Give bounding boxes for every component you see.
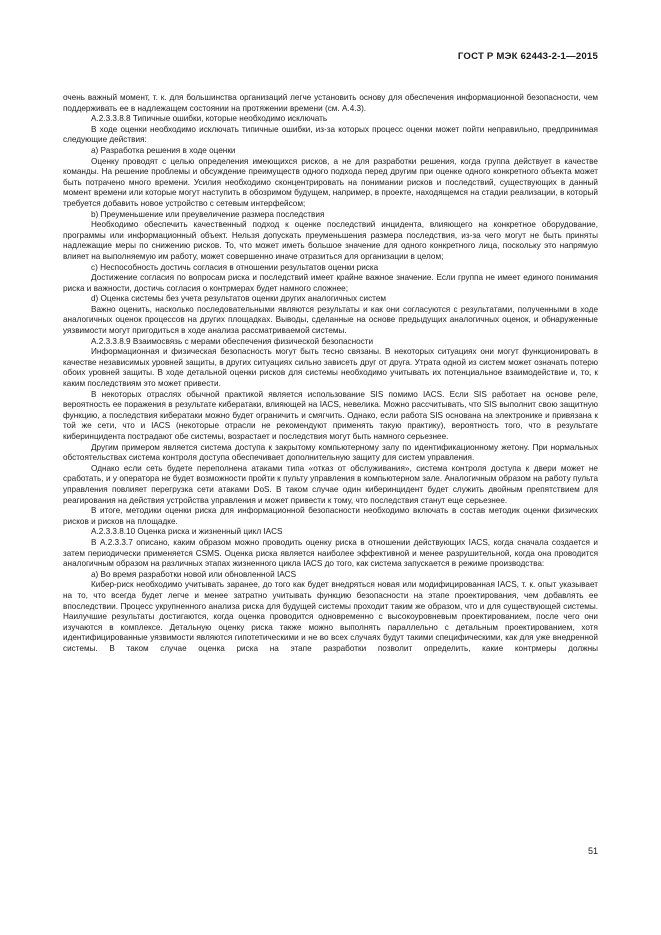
paragraph: очень важный момент, т. к. для большинства организаций легче установить основу для обеспечения информационной безопасности, чем поддерживать ее в надлежащем состоянии на протяжении времени (см. А.4.3). [63,93,598,113]
paragraph: А.2.3.3.8.10 Оценка риска и жизненный цикл IACS [91,527,283,537]
paragraph: Необходимо обеспечить качественный подход к оценке последствий инцидента, влияющего на конкретное оборудование, программы или информационный объект. Нельзя допускать преуменьшения размера последствия, из-за чего могут не быть приняты надлежащие меры по снижению рисков. То, что может иметь большое значение для одного конкретного лица, поскольку это напрямую влияет на выполняемую им работу, может совершенно иначе отразиться для организации в целом; [63,220,598,261]
paragraph: Однако если сеть будете переполнена атаками типа «отказ от обслуживания», система контроля доступа к двери может не сработать, и у оператора не будет возможности пройти к пульту управления в компьютерном зале. Аналогичным образом на работу пульта управления повлияет перегрузка сети атаками DoS. В таком случае один киберинцидент будет служить двойным препятствием для реагирования на действия устройства управления и может привести к тому, что последствия станут еще серьезнее. [63,463,598,505]
paragraph: В итоге, методики оценки риска для информационной безопасности необходимо включать в состав методик оценки физических рисков и рисков на площадке. [63,506,598,526]
paragraph: Информационная и физическая безопасность могут быть тесно связаны. В некоторых ситуациях они могут функционировать в качестве независимых уровней защиты, в других ситуациях сильно зависеть друг от друга. Утрата одной из систем может означать потерю обоих уровней защиты. В ходе детальной оценки рисков для системы необходимо учитывать их потенциальное взаимодействие и, то, к каким последствиям это может привести. [63,347,598,389]
document-body [63,93,598,654]
page-number: 51 [587,846,598,856]
paragraph: а) Разработка решения в ходе оценки [91,145,236,155]
paragraph: В ходе оценки необходимо исключать типичные ошибки, из-за которых процесс оценки может пойти неправильно, предпринимая следующие действия: [63,124,598,145]
paragraph: с) Неспособность достичь согласия в отношении результатов оценки риска [91,262,379,272]
paragraph: Достижение согласия по вопросам риска и последствий имеет крайне важное значение. Если группа не имеет единого понимания риска и важности, достичь согласия о контрмерах будет намного сложнее; [63,273,598,293]
paragraph: В некоторых отраслях обычной практикой является использование SIS помимо IACS. Если SIS работает на основе реле, вероятность ее поражения в результате кибератаки, влияющей на IACS, невелика. Можно рассчитывать, что SIS выполнит свою защитную функцию, а последствия кибератаки можно будет ограничить и смягчить. Однако, если работа SIS основана на электронике и привязана к той же сети, что и IACS (некоторые отрасли не рекомендуют применять такую практику), вероятность того, что в результате киберинцидента пострадают обе системы, возрастает и последствия могут быть намного серьезнее. [63,389,598,441]
paragraph: b) Преуменьшение или преувеличение размера последствия [91,209,325,219]
paragraph: а) Во время разработки новой или обновленной IACS [91,569,297,579]
paragraph: Оценку проводят с целью определения имеющихся рисков, а не для разработки решения, когда группа действует в качестве команды. На решение проблемы и обсуждение преимуществ одного подхода перед другим при оценке одного конкретного объекта может быть потрачено много времени. Усилия необходимо сконцентрировать на понимании рисков и последствий, существующих в данный момент времени или которые могут наступить в обозримом будущем, например, в проекте, находящемся на стадии реализации, в который требуется добавить новое устройство с сетевым интерфейсом; [63,156,598,208]
paragraph: В А.2.3.3.7 описано, каким образом можно проводить оценку риска в отношении действующих IACS, когда сначала создается и затем периодически применяется CSMS. Оценка риска является наиболее эффективной и менее разрушительной, когда она проводится аналогичным образом на различных этапах жизненного цикла IACS до того, как система запускается в режиме производства: [63,537,598,569]
document-header: ГОСТ Р МЭК 62443-2-1—2015 [457,51,598,62]
paragraph: d) Оценка системы без учета результатов оценки других аналогичных систем [91,294,387,304]
paragraph: Кибер-риск необходимо учитывать заранее, до того как будет внедряться новая или модифицированная IACS, т. к. опыт указывает на то, что всегда будет легче и менее затратно учитывать функцию безопасности на этапе проектирования, чем добавлять ее впоследствии. Процесс укрупненного анализа риска для будущей системы проходит таким же образом, что и для существующей системы. Наилучшие результаты достигаются, когда оценка проводится одновременно с высокоуровневым проектированием, после чего они изучаются в комплексе. Детальную оценку риска также можно выполнять параллельно с детальным проектированием, хотя идентифицированные уязвимости являются гипотетическими и не во всех случаях будут такими специфическими, как для уже внедренной системы. В таком случае оценка риска на этапе разработки позволит определить, какие контрмеры должны [63,580,598,653]
paragraph: А.2.3.3.8.8 Типичные ошибки, которые необходимо исключать [91,114,328,124]
paragraph: А.2.3.3.8.9 Взаимосвязь с мерами обеспечения физической безопасности [91,336,374,346]
paragraph: Важно оценить, насколько последовательными являются результаты и как они согласуются с результатами, полученными в ходе аналогичных оценок процессов на других площадках. Выводы, сделанные на основе предыдущих аналогичных оценок, и обнаруженные уязвимости могут пригодиться в ходе анализа рассматриваемой системы. [63,304,598,336]
paragraph: Другим примером является система доступа к закрытому компьютерному залу по идентификационному жетону. При нормальных обстоятельствах система контроля доступа обеспечивает дополнительную защиту для систем управления. [63,442,598,463]
